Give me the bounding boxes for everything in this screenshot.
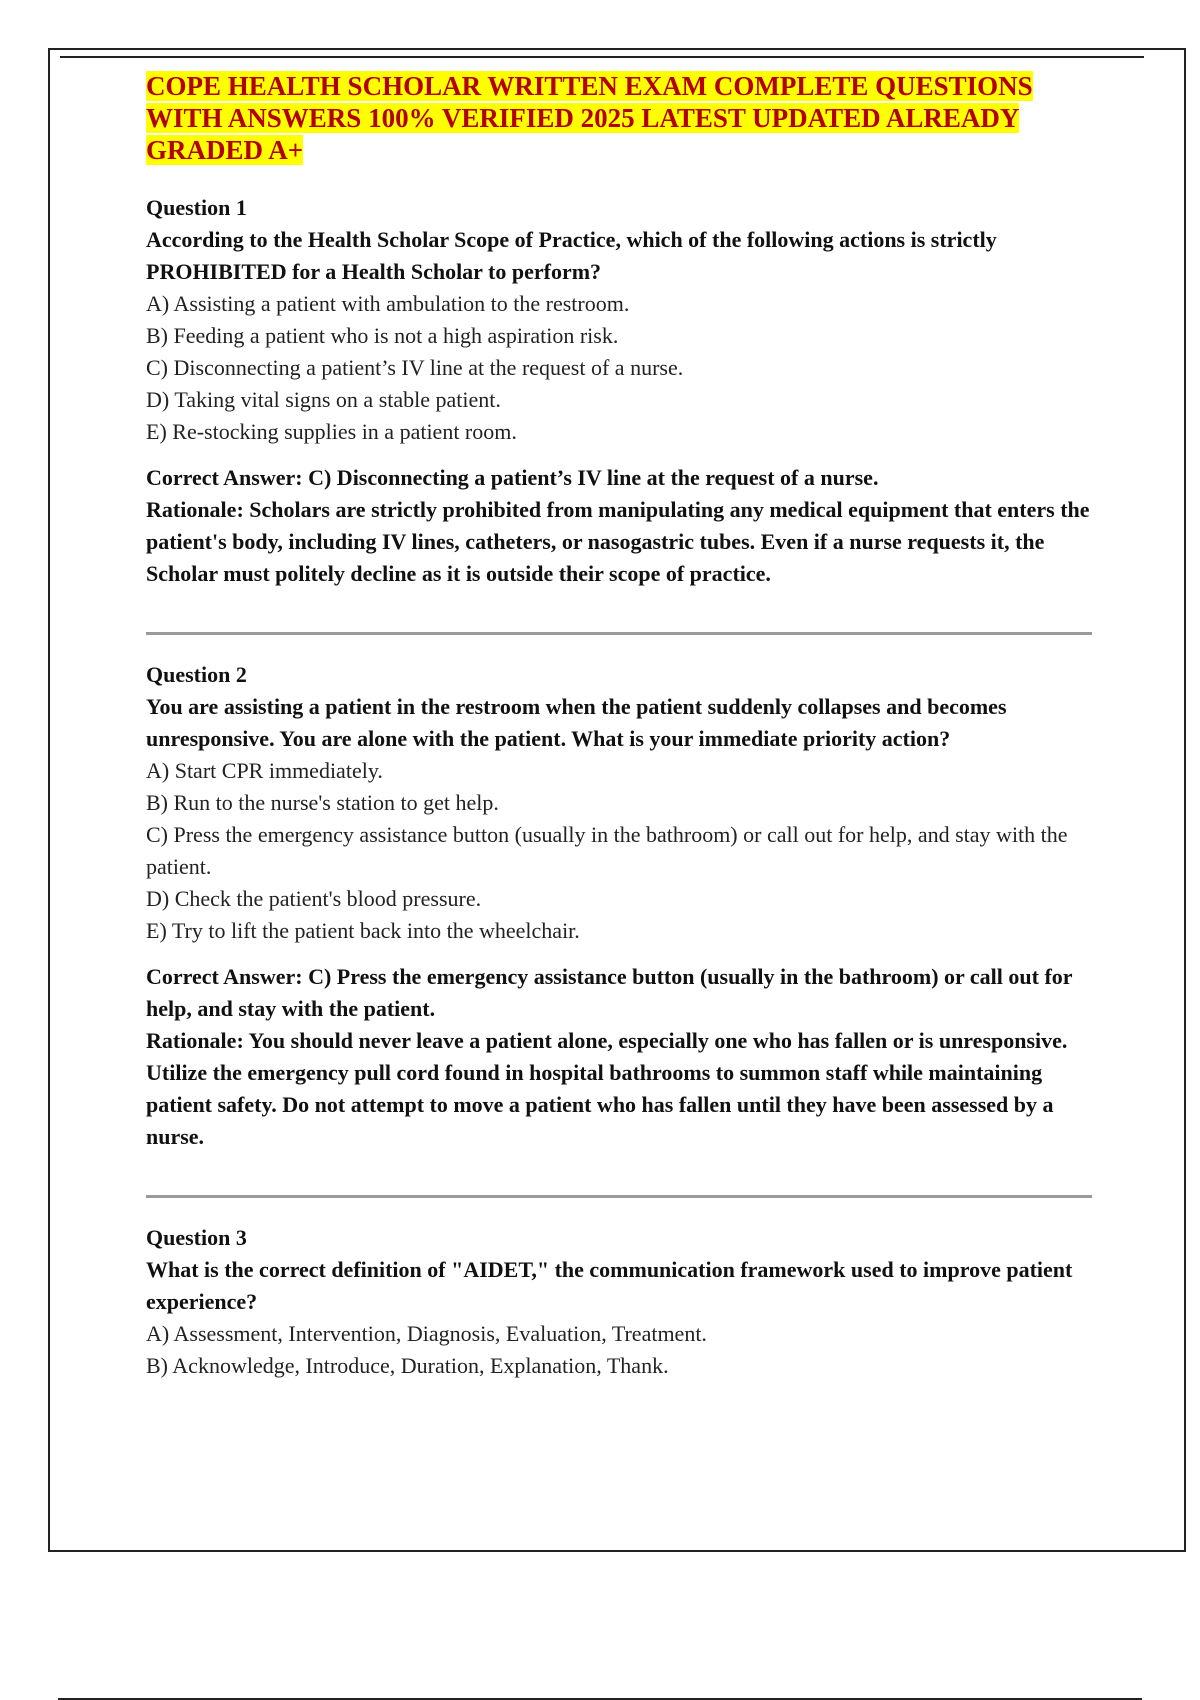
option-b: B) Acknowledge, Introduce, Duration, Explanation, Thank. [146, 1353, 669, 1378]
option-a: A) Assisting a patient with ambulation to the restroom. [146, 291, 630, 316]
section-divider [146, 1195, 1092, 1198]
option-b: B) Feeding a patient who is not a high aspiration risk. [146, 323, 619, 348]
option-c: C) Press the emergency assistance button (usually in the bathroom) or call out for help, and stay with the patient. [146, 822, 1068, 879]
rationale: Rationale: You should never leave a patient alone, especially one who has fallen or is unresponsive. Utilize the emergency pull cord found in hospital bathrooms to summon staff while maintaining patient safety. Do not attempt to move a patient who has fallen until they have been assessed by a nurse. [146, 1028, 1068, 1149]
rationale: Rationale: Scholars are strictly prohibited from manipulating any medical equipment that enters the patient's body, including IV lines, catheters, or nasogastric tubes. Even if a nurse requests it, the Scholar must politely decline as it is outside their scope of practice. [146, 497, 1090, 586]
option-e: E) Re-stocking supplies in a patient room. [146, 419, 517, 444]
document-title-text: COPE HEALTH SCHOLAR WRITTEN EXAM COMPLETE QUESTIONS WITH ANSWERS 100% VERIFIED 2025 LATEST UPDATED ALREADY GRADED A+ [146, 71, 1033, 165]
answer-options [146, 288, 1092, 448]
option-e: E) Try to lift the patient back into the wheelchair. [146, 918, 580, 943]
question-text: You are assisting a patient in the restroom when the patient suddenly collapses and becomes unresponsive. You are alone with the patient. What is your immediate priority action? [146, 694, 1007, 751]
question-2 [146, 659, 1092, 1153]
correct-answer: Correct Answer: C) Press the emergency assistance button (usually in the bathroom) or call out for help, and stay with the patient. [146, 964, 1073, 1021]
option-a: A) Start CPR immediately. [146, 758, 383, 783]
document-content [146, 70, 1092, 1382]
option-a: A) Assessment, Intervention, Diagnosis, Evaluation, Treatment. [146, 1321, 707, 1346]
document-title [146, 70, 1092, 166]
option-b: B) Run to the nurse's station to get help. [146, 790, 499, 815]
question-heading: Question 3 [146, 1225, 247, 1250]
answer-options [146, 755, 1092, 947]
option-d: D) Check the patient's blood pressure. [146, 886, 482, 911]
correct-answer: Correct Answer: C) Disconnecting a patient’s IV line at the request of a nurse. [146, 465, 879, 490]
question-text: What is the correct definition of "AIDET," the communication framework used to improve patient experience? [146, 1257, 1073, 1314]
option-d: D) Taking vital signs on a stable patient. [146, 387, 501, 412]
question-heading: Question 2 [146, 662, 247, 687]
question-1 [146, 192, 1092, 590]
option-c: C) Disconnecting a patient’s IV line at the request of a nurse. [146, 355, 684, 380]
question-3 [146, 1222, 1092, 1382]
answer-options [146, 1318, 1092, 1382]
question-text: According to the Health Scholar Scope of Practice, which of the following actions is strictly PROHIBITED for a Health Scholar to perform? [146, 227, 997, 284]
question-heading: Question 1 [146, 195, 247, 220]
section-divider [146, 632, 1092, 635]
